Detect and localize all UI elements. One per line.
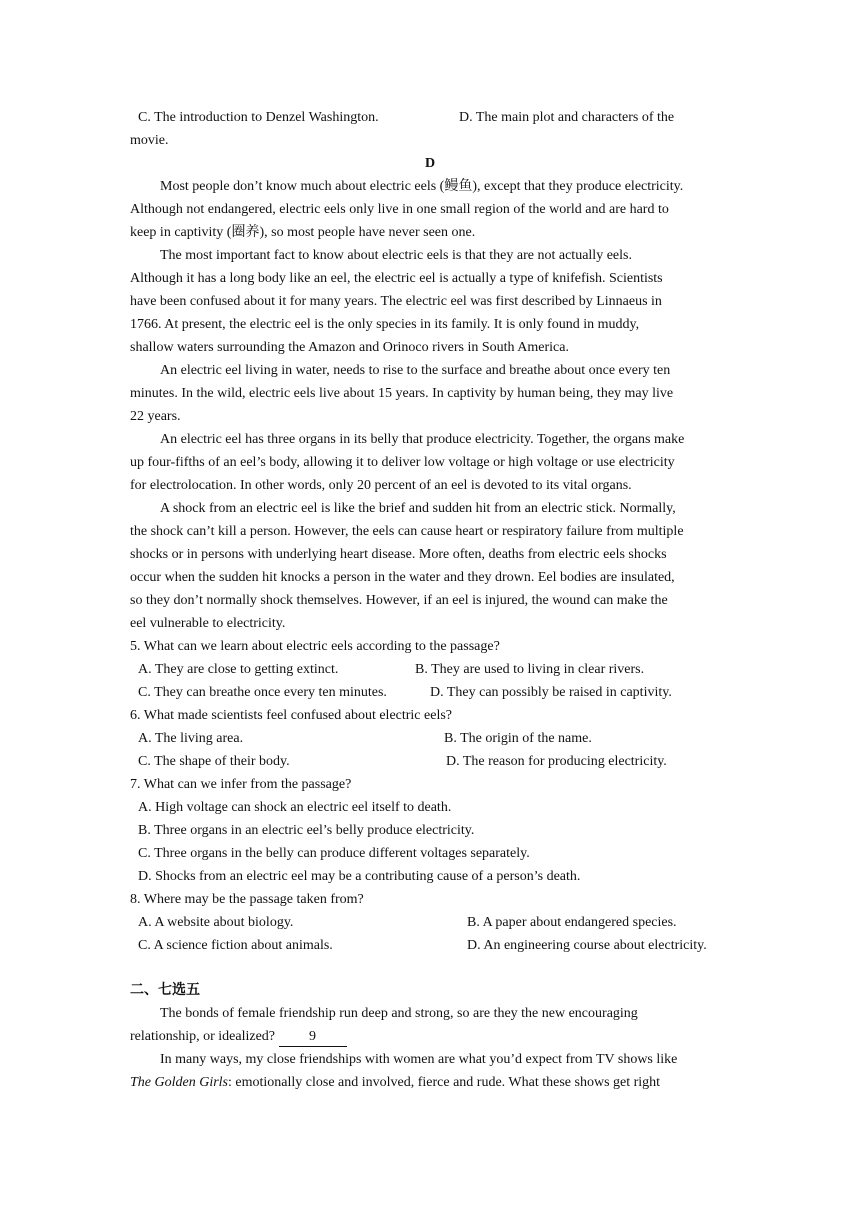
passage-paragraph-4 — [130, 428, 730, 497]
option-d: D. They can possibly be raised in captivity. — [430, 685, 672, 700]
answer-blank-9[interactable]: 9 — [279, 1028, 347, 1047]
question-stem: 6. What made scientists feel confused about electric eels? — [130, 708, 452, 723]
paragraph-line — [130, 1071, 730, 1094]
option-row — [130, 911, 730, 934]
question-5 — [130, 635, 730, 704]
section-d-heading: D — [424, 156, 436, 171]
paragraph-line: for electrolocation. In other words, only 20 percent of an eel is devoted to its vital organs. — [130, 478, 632, 493]
section-spacer — [130, 957, 730, 979]
paragraph-line: occur when the sudden hit knocks a person in the water and they drown. Eel bodies are insulated, — [130, 570, 675, 585]
option-b: B. The origin of the name. — [444, 731, 592, 746]
option-row — [130, 681, 730, 704]
prev-option-d-continued: movie. — [130, 133, 169, 148]
option-row — [130, 727, 730, 750]
paragraph-line: 1766. At present, the electric eel is the only species in its family. It is only found in muddy, — [130, 317, 640, 332]
option-c: C. They can breathe once every ten minutes. — [138, 685, 387, 700]
option-row — [130, 658, 730, 681]
paragraph-line: shocks or in persons with underlying heart disease. More often, deaths from electric eels shocks — [130, 547, 667, 562]
paragraph-line: up four-fifths of an eel’s body, allowing it to deliver low voltage or high voltage or use electricity — [130, 455, 675, 470]
question-6 — [130, 704, 730, 773]
document-page — [130, 106, 730, 1094]
prev-option-d: D. The main plot and characters of the — [459, 110, 675, 125]
paragraph-line: A shock from an electric eel is like the brief and sudden hit from an electric stick. Normally, — [160, 501, 676, 516]
paragraph-line-with-blank — [130, 1025, 730, 1048]
option-c: C. The shape of their body. — [138, 754, 290, 769]
paragraph-line: Although it has a long body like an eel, the electric eel is actually a type of knifefish. Scientists — [130, 271, 663, 286]
paragraph-line: keep in captivity (圈养), so most people have never seen one. — [130, 225, 476, 240]
passage-paragraph-5 — [130, 497, 730, 635]
question-7 — [130, 773, 730, 888]
paragraph-line: the shock can’t kill a person. However, the eels can cause heart or respiratory failure from multiple — [130, 524, 684, 539]
option-a: A. High voltage can shock an electric eel itself to death. — [138, 800, 452, 815]
option-b: B. Three organs in an electric eel’s belly produce electricity. — [138, 823, 475, 838]
paragraph-line: The bonds of female friendship run deep and strong, so are they the new encouraging — [160, 1006, 638, 1021]
paragraph-line: shallow waters surrounding the Amazon and Orinoco rivers in South America. — [130, 340, 569, 355]
option-b: B. They are used to living in clear rivers. — [415, 662, 645, 677]
paragraph-line: so they don’t normally shock themselves. However, if an eel is injured, the wound can make the — [130, 593, 668, 608]
passage-paragraph-3 — [130, 359, 730, 428]
option-row — [130, 934, 730, 957]
question-stem: 8. Where may be the passage taken from? — [130, 892, 364, 907]
option-d: D. The reason for producing electricity. — [446, 754, 667, 769]
paragraph-line: The most important fact to know about electric eels is that they are not actually eels. — [160, 248, 632, 263]
passage-paragraph-2 — [130, 244, 730, 359]
paragraph-line: An electric eel living in water, needs to rise to the surface and breathe about once every ten — [160, 363, 671, 378]
show-title: The Golden Girls — [130, 1075, 228, 1090]
option-row — [130, 750, 730, 773]
passage-paragraph-1 — [130, 175, 730, 244]
paragraph-line: minutes. In the wild, electric eels live about 15 years. In captivity by human being, they may live — [130, 386, 674, 401]
option-a: A. A website about biology. — [138, 915, 294, 930]
question-stem: 7. What can we infer from the passage? — [130, 777, 352, 792]
prev-option-c: C. The introduction to Denzel Washington. — [138, 110, 379, 125]
option-d: D. An engineering course about electricity. — [467, 938, 707, 953]
option-a: A. The living area. — [138, 731, 244, 746]
question-8 — [130, 888, 730, 957]
option-b: B. A paper about endangered species. — [467, 915, 677, 930]
option-a: A. They are close to getting extinct. — [138, 662, 339, 677]
option-c: C. A science fiction about animals. — [138, 938, 333, 953]
paragraph-line: An electric eel has three organs in its belly that produce electricity. Together, the organs make — [160, 432, 685, 447]
paragraph-line: 22 years. — [130, 409, 181, 424]
question-stem: 5. What can we learn about electric eels according to the passage? — [130, 639, 500, 654]
paragraph-line: In many ways, my close friendships with women are what you’d expect from TV shows like — [160, 1052, 678, 1067]
section-two-heading: 二、七选五 — [130, 983, 200, 998]
paragraph-line: Most people don’t know much about electric eels (鳗鱼), except that they produce electricity. — [160, 179, 684, 194]
paragraph-line: have been confused about it for many years. The electric eel was first described by Linnaeus in — [130, 294, 662, 309]
option-d: D. Shocks from an electric eel may be a contributing cause of a person’s death. — [138, 869, 581, 884]
paragraph-line: Although not endangered, electric eels only live in one small region of the world and are hard to — [130, 202, 669, 217]
paragraph-text: relationship, or idealized? — [130, 1029, 275, 1044]
paragraph-text: : emotionally close and involved, fierce and rude. What these shows get right — [228, 1075, 661, 1090]
paragraph-line: eel vulnerable to electricity. — [130, 616, 286, 631]
option-c: C. Three organs in the belly can produce different voltages separately. — [138, 846, 530, 861]
prev-option-row — [130, 106, 730, 129]
